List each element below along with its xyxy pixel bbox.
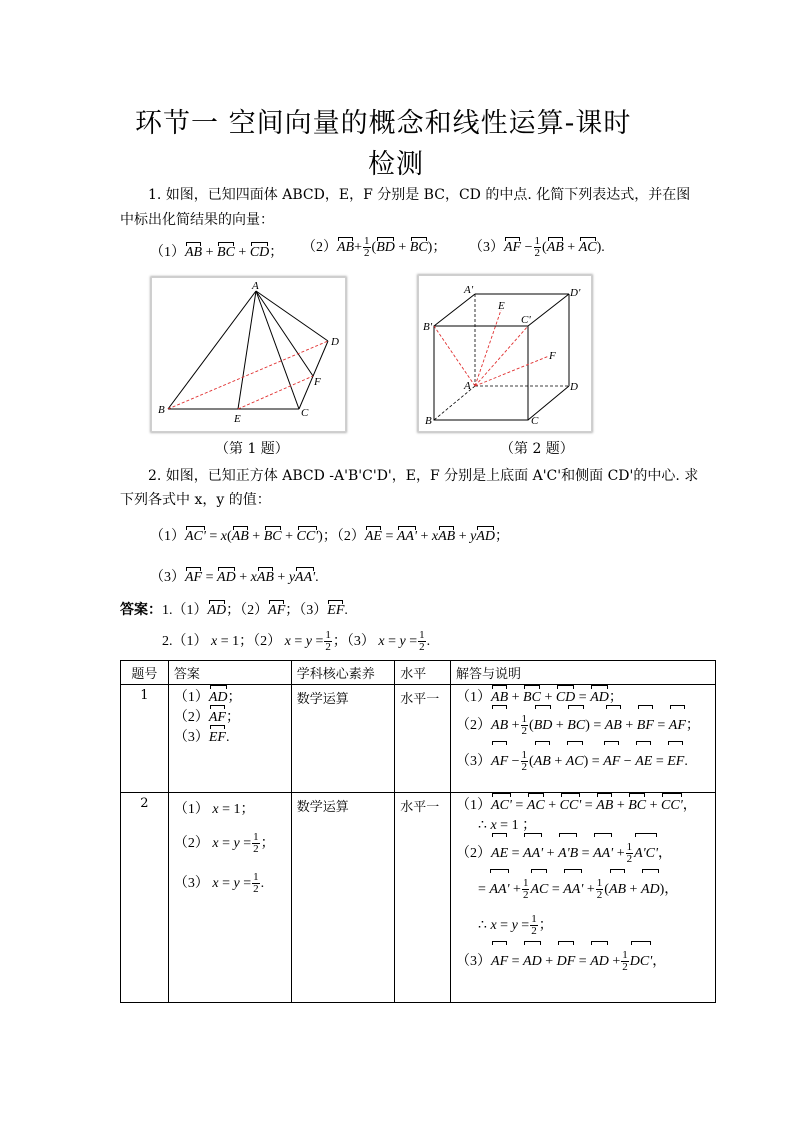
q2-item3: （3）AF = AD + xAB + yAA'. — [150, 570, 319, 585]
q2-text-line2: 下列各式中 x，y 的值： — [120, 492, 271, 508]
label-D: D — [570, 381, 578, 393]
figure-2-cube — [418, 275, 592, 432]
label-D: D — [331, 336, 339, 348]
row1-answers: （1）AD； （2）AF； （3）EF. — [168, 685, 291, 793]
q2-text-line1: 2. 如图，已知正方体 ABCD -A'B'C'D'，E，F 分别是上底面 A'C'和侧面 CD'的中心. 求 — [148, 468, 699, 484]
label-B: B — [425, 415, 432, 427]
answer-line1: 答案：1.（1）AD；（2）AF；（3）EF. — [120, 602, 348, 618]
figure-1-tetrahedron — [151, 277, 346, 432]
header-level: 水平 — [395, 661, 451, 685]
row2-no: 2 — [121, 793, 169, 1003]
row1-no: 1 — [121, 685, 169, 793]
q1-item3: （3）AF − $\frac{1}{2}$ (AB + AC). — [469, 235, 605, 260]
label-B: B — [158, 404, 165, 416]
label-C-prime: C' — [521, 314, 531, 326]
q2-item1-2: （1）AC' = x(AB + BC + CC')；（2）AE = AA' + xAB + yAD； — [150, 529, 509, 544]
row1-explain: （1）AB + BC + CD = AD； （2）AB + $\frac{1}{2}$ (BD + BC) = AB + BF = AF； （3）AF − $\frac{1}{2}$ (AB + AC) = AF − AE = EF. — [451, 685, 716, 793]
header-answer: 答案 — [168, 661, 291, 685]
row1-literacy: 数学运算 — [291, 685, 394, 793]
row2-literacy: 数学运算 — [291, 793, 394, 1003]
table-row — [121, 793, 716, 1003]
page-title-line2: 检测 — [368, 149, 424, 180]
cube-diagram — [419, 276, 591, 431]
label-D-prime: D' — [570, 287, 581, 299]
label-E: E — [234, 413, 241, 425]
row1-level: 水平一 — [395, 685, 451, 793]
q1-item1: （1）AB + BC + CD； — [150, 245, 284, 260]
label-C: C — [301, 407, 309, 419]
label-B-prime: B' — [423, 321, 433, 333]
label-C: C — [531, 415, 539, 427]
table-row — [121, 685, 716, 793]
header-no: 题号 — [121, 661, 169, 685]
q1-text-line2: 中标出化简结果的向量： — [120, 212, 274, 228]
label-E: E — [498, 300, 505, 312]
page-title: 环节一 空间向量的概念和线性运算-课时 — [135, 108, 632, 139]
header-literacy: 学科核心素养 — [291, 661, 394, 685]
label-F: F — [314, 376, 321, 388]
row2-answers: （1） x = 1； （2） x = y = $\frac{1}{2}$ ； （3） x = y = $\frac{1}{2}$ . — [168, 793, 291, 1003]
label-A-prime: A' — [464, 284, 474, 296]
label-F: F — [549, 350, 556, 362]
row2-explain: （1）AC' = AC + CC' = AB + BC + CC'， ∴ x = 1 ； （2）AE = AA' + A'B = AA' + $\frac{1}{2}$ A'C'， = AA' + $\frac{1}{2}$ AC = AA' + $\frac{1}{2}$ (AB + AD)， ∴ x = y = $\frac{1}{2}$ ； （3）AF = AD + DF = AD + $\frac{1}{2}$ DC'， — [451, 793, 716, 1003]
q1-text-line1: 1. 如图，已知四面体 ABCD，E，F 分别是 BC，CD 的中点. 化简下列表达式，并在图 — [148, 187, 691, 203]
label-A: A — [464, 380, 471, 392]
answer-line2: 2.（1） x = 1；（2） x = y = $\frac{1}{2}$ ；（3） x = y = $\frac{1}{2}$ . — [162, 629, 431, 654]
label-A: A — [252, 280, 259, 292]
header-explain: 解答与说明 — [451, 661, 716, 685]
row2-level: 水平一 — [395, 793, 451, 1003]
answer-table — [120, 660, 716, 1003]
tetrahedron-diagram — [152, 278, 345, 431]
figure-1-caption: （第 1 题） — [215, 441, 289, 457]
figure-2-caption: （第 2 题） — [500, 441, 574, 457]
q1-item2: （2）AB+ $\frac{1}{2}$ (BD + BC)； — [302, 235, 447, 260]
table-header-row — [121, 661, 716, 685]
